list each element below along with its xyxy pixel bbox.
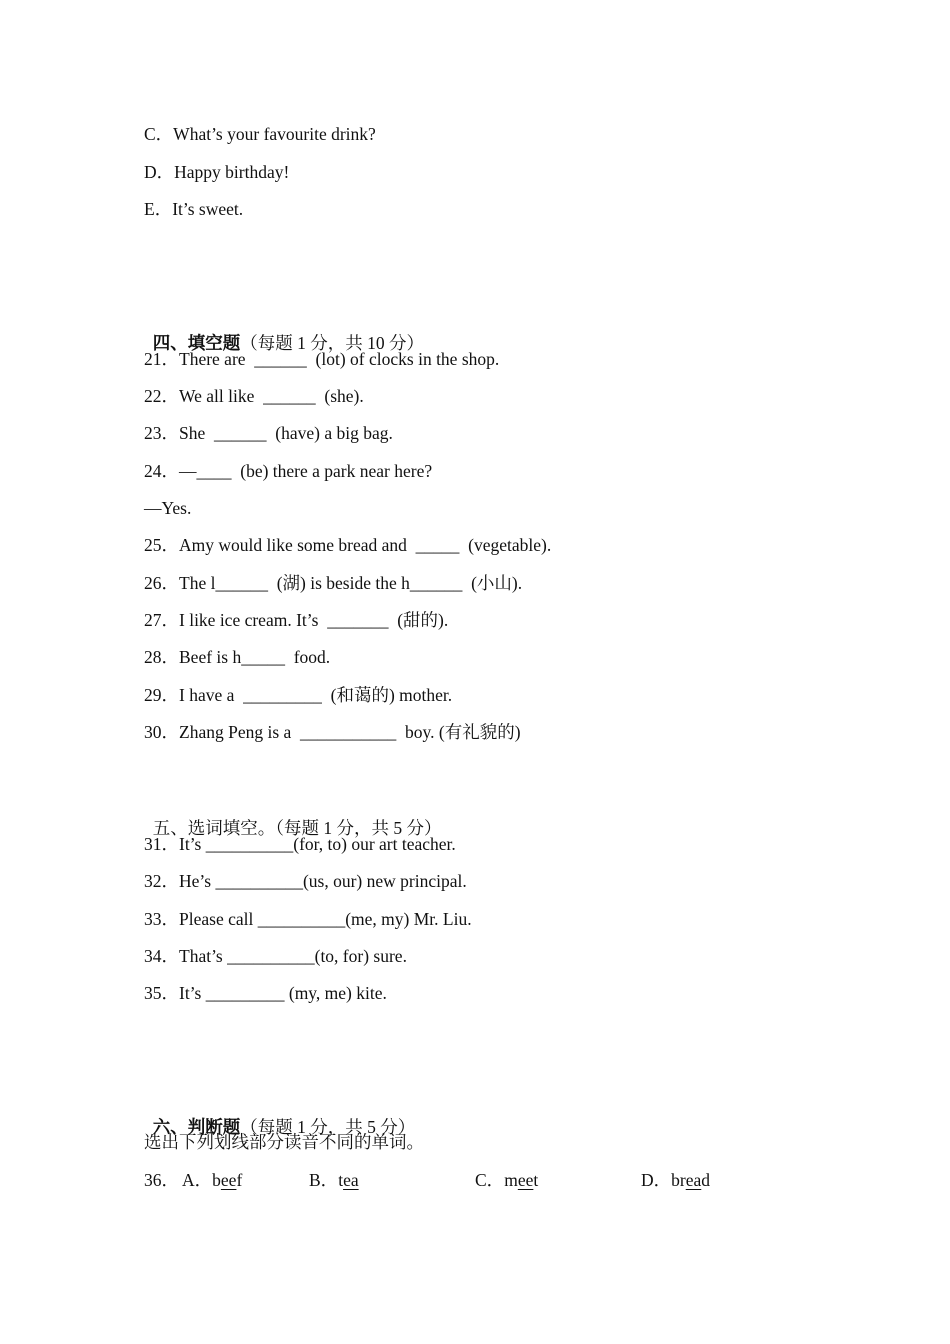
question-24: 24．—____ (be) there a park near here?	[144, 461, 433, 481]
section6-title: 六、判断题	[152, 1117, 241, 1137]
question-35: 35．It’s _________ (my, me) kite.	[144, 983, 387, 1003]
question-22: 22．We all like ______ (she).	[144, 386, 364, 406]
section5-title: 五、选词填空。	[152, 818, 276, 838]
question-36-option-d: D．bread	[641, 1170, 711, 1190]
question-32: 32．He’s __________(us, our) new principal.	[144, 871, 467, 891]
question-27: 27．I like ice cream. It’s _______ (甜的).	[144, 610, 449, 630]
question-29: 29．I have a _________ (和蔼的) mother.	[144, 685, 453, 705]
question-36-option-b: B．tea	[309, 1170, 359, 1190]
question-24-answer: —Yes.	[144, 498, 192, 518]
question-30: 30．Zhang Peng is a ___________ boy. (有礼貌的)	[144, 722, 521, 742]
question-34: 34．That’s __________(to, for) sure.	[144, 946, 407, 966]
section5-score: （每题 1 分，共 5 分）	[275, 818, 442, 838]
question-21: 21．There are ______ (lot) of clocks in the shop.	[144, 349, 500, 369]
section6-instruction: 选出下列划线部分读音不同的单词。	[144, 1132, 424, 1152]
question-28: 28．Beef is h_____ food.	[144, 647, 331, 667]
question-36-number: 36．	[144, 1170, 179, 1190]
question-36-option-c: C．meet	[475, 1170, 539, 1190]
question-33: 33．Please call __________(me, my) Mr. Liu.	[144, 909, 472, 929]
question-31: 31．It’s __________(for, to) our art teacher.	[144, 834, 456, 854]
section6-score: （每题 1 分，共 5 分）	[240, 1117, 416, 1137]
question-23: 23．She ______ (have) a big bag.	[144, 423, 393, 443]
question-25: 25．Amy would like some bread and _____ (vegetable).	[144, 535, 552, 555]
section4-score: （每题 1 分，共 10 分）	[240, 333, 424, 353]
section4-title: 四、填空题	[152, 333, 241, 353]
question-26: 26．The l______ (湖) is beside the h______ (小山).	[144, 573, 523, 593]
question-36-option-a: A．beef	[182, 1170, 243, 1190]
option-c: C．What’s your favourite drink?	[144, 124, 376, 144]
option-d: D．Happy birthday!	[144, 162, 290, 182]
option-e: E．It’s sweet.	[144, 199, 244, 219]
